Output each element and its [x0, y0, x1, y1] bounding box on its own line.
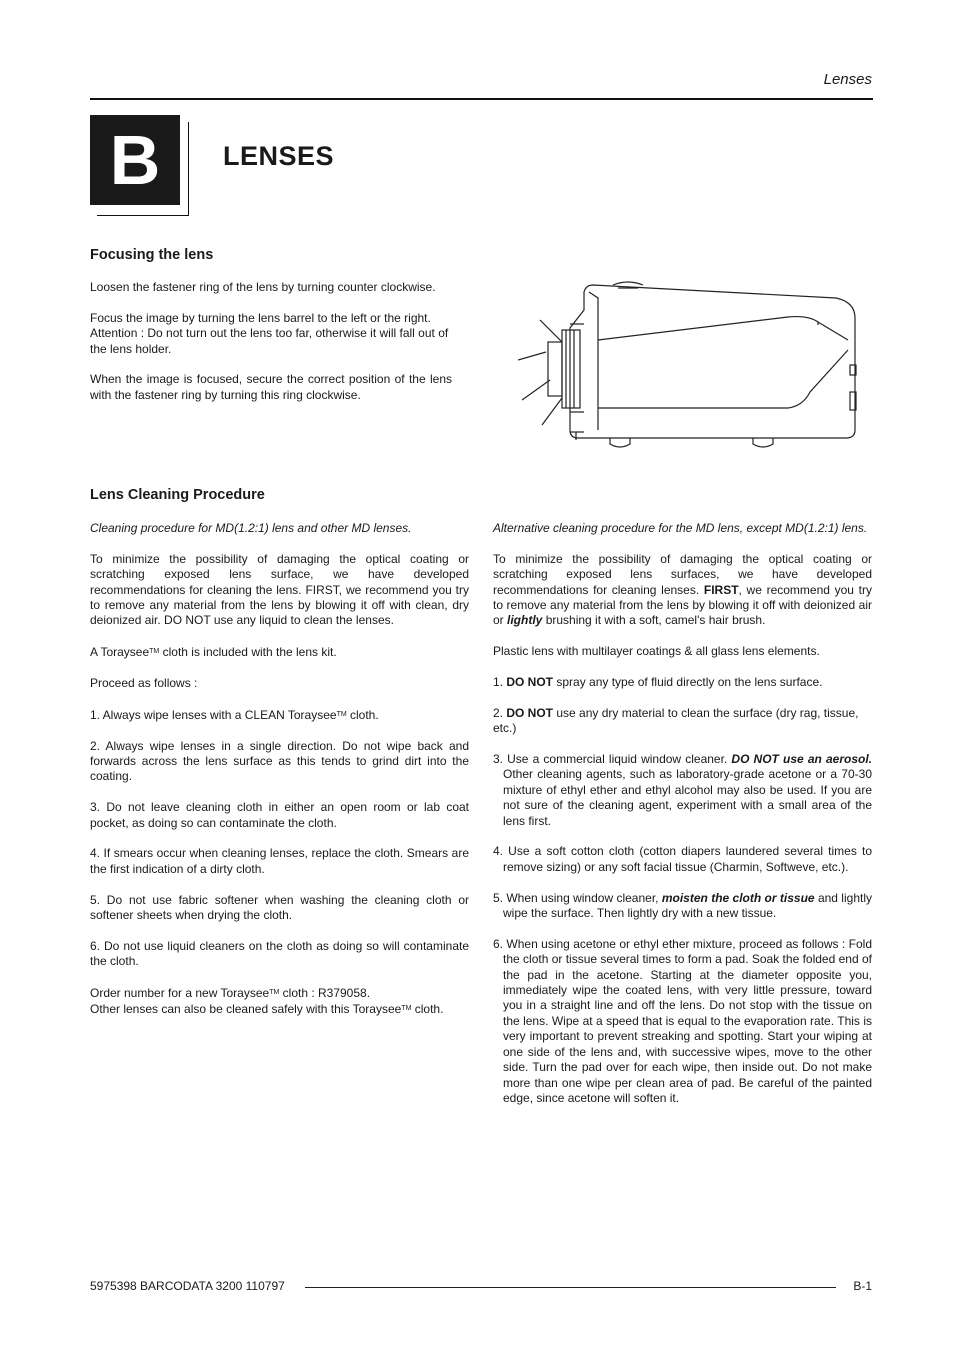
- cleaning-right-paragraph: To minimize the possibility of damaging the optical coating or scratching exposed lens surfaces, we have developed recommendations for cleaning lenses. FIRST, we recommend you try to remove any material from the lens by blowing it off with deionized air or lightly brushing it with a soft, camel's hair brush.: [493, 551, 872, 628]
- cleaning-step: 2. Always wipe lenses in a single direction. Do not wipe back and forwards across the lens surface as this tends to grind dirt into the coating.: [90, 738, 469, 784]
- running-header: Lenses: [823, 71, 872, 88]
- alt-step: 5. When using window cleaner, moisten the cloth or tissue and lightly wipe the surface. Then lightly dry with a new tissue.: [493, 890, 872, 921]
- focusing-paragraph: Loosen the fastener ring of the lens by turning counter clockwise.: [90, 280, 436, 294]
- cleaning-left-paragraph: To minimize the possibility of damaging the optical coating or scratching exposed lens surface, we have developed recommendations for cleaning the lens. FIRST, we recommend you try to remove any material from the lens by blowing it off with clean, dry deionized air. DO NOT use any liquid to clean the lenses.: [90, 551, 469, 628]
- focusing-paragraph: Focus the image by turning the lens barrel to the left or the right. Attention : Do not turn out the lens too far, otherwise it will fall out of the lens holder.: [90, 310, 449, 356]
- focusing-text: [90, 280, 452, 419]
- alt-step: 1. DO NOT spray any type of fluid directly on the lens surface.: [493, 675, 823, 690]
- alt-step: 3. Use a commercial liquid window cleaner. DO NOT use an aerosol. Other cleaning agents, such as laboratory-grade acetone or a 70-30 mixture of ethyl ether and ethyl alcohol may also be used. If you are not sure of the cleaning agent, experiment with a small area of the lens first.: [493, 752, 872, 828]
- alt-step: 6. When using acetone or ethyl ether mixture, proceed as follows : Fold the cloth or tissue several times to form a pad. Soak the folded end of the pad in the acetone. Starting at the diameter opposite you, immediately wipe the coated lens, with very little pressure, toward you in a straight line and off the lens. Do not stop with the tissue on the lens. Wipe at a speed that is equal to the evaporation rate. This is very important to prevent streaking and spotting. Start your wiping at one side of the lens and, with successive wipes, move to the other side. Turn the pad over for each wipe, then inside out. Do not make more than one wipe per clean area of pad. Be careful of the painted edge, since acetone will soften it.: [493, 936, 872, 1105]
- cleaning-step: 1. Always wipe lenses with a CLEAN Toraysee™ cloth.: [90, 707, 379, 722]
- focusing-paragraph: When the image is focused, secure the correct position of the lens with the fastener ring by turning this ring clockwise.: [90, 372, 452, 402]
- cleaning-step: 5. Do not use fabric softener when washing the cleaning cloth or softener sheets when drying the cloth.: [90, 892, 469, 923]
- proceed-label: Proceed as follows :: [90, 676, 198, 691]
- cleaning-heading: Lens Cleaning Procedure: [90, 487, 265, 503]
- cleaning-left-column: [90, 521, 469, 1033]
- footer-doc-id: 5975398 BARCODATA 3200 110797: [90, 1279, 285, 1293]
- chapter-letter-box: B: [90, 115, 180, 205]
- toraysee-note: A Toraysee™ cloth is included with the lens kit.: [90, 645, 337, 660]
- page-number: B-1: [853, 1279, 872, 1293]
- order-number: Order number for a new Toraysee™ cloth : R379058. Other lenses can also be cleaned safely with this Toraysee™ cloth.: [90, 986, 444, 1017]
- cleaning-right-column: [493, 521, 872, 1122]
- cleaning-step: 4. If smears occur when cleaning lenses, replace the cloth. Smears are the first indication of a dirty cloth.: [90, 846, 469, 876]
- focusing-heading: Focusing the lens: [90, 247, 214, 263]
- projector-lens-illustration: [518, 280, 863, 455]
- cleaning-right-intro: Alternative cleaning procedure for the MD lens, except MD(1.2:1) lens.: [493, 521, 868, 535]
- alt-step: 2. DO NOT use any dry material to clean the surface (dry rag, tissue, etc.): [493, 705, 859, 736]
- header-rule: [90, 98, 873, 100]
- plastic-lens-note: Plastic lens with multilayer coatings & all glass lens elements.: [493, 644, 820, 659]
- cleaning-left-intro: Cleaning procedure for MD(1.2:1) lens and other MD lenses.: [90, 521, 412, 535]
- cleaning-step: 3. Do not leave cleaning cloth in either an open room or lab coat pocket, as doing so can contaminate the cloth.: [90, 800, 469, 830]
- alt-step: 4. Use a soft cotton cloth (cotton diapers laundered several times to remove sizing) or any soft facial tissue (Charmin, Softweve, etc.).: [493, 844, 872, 874]
- footer-rule: [305, 1287, 836, 1288]
- cleaning-step: 6. Do not use liquid cleaners on the cloth as doing so will contaminate the cloth.: [90, 938, 469, 969]
- chapter-title: LENSES: [223, 141, 335, 171]
